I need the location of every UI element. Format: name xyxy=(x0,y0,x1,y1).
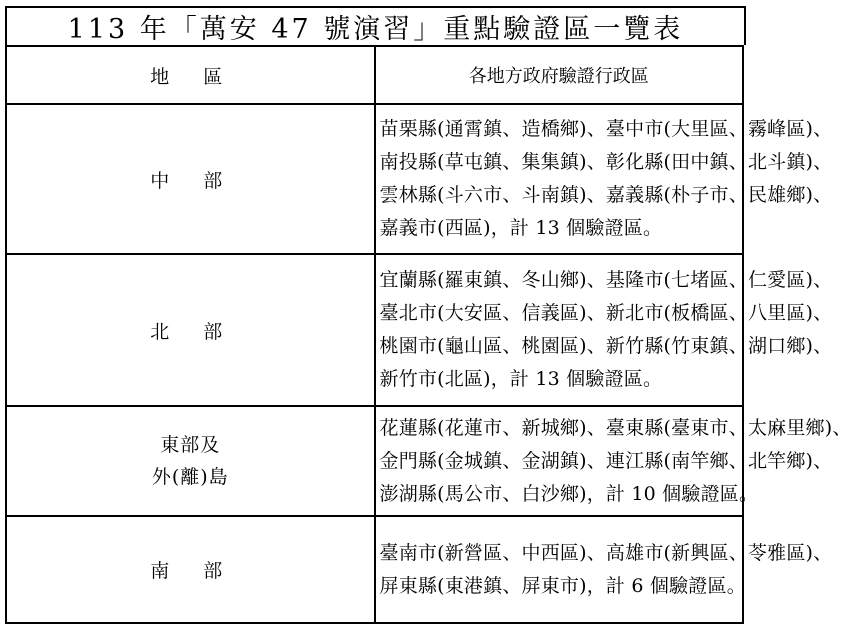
region-line: 外(離)島 xyxy=(151,466,229,488)
header-region: 地 區 xyxy=(6,46,375,104)
document-title: 113 年「萬安 47 號演習」重點驗證區一覽表 xyxy=(5,6,746,45)
areas-line: 苗栗縣(通霄鎮、造橋鄉)、臺中市(大里區、霧峰區)、 xyxy=(379,118,833,140)
areas-central xyxy=(375,104,833,254)
areas-line: 嘉義市(西區)，計 13 個驗證區。 xyxy=(379,217,663,239)
table-row-north xyxy=(6,254,743,406)
areas-line: 澎湖縣(馬公市、白沙鄉)，計 10 個驗證區。 xyxy=(379,482,759,505)
areas-line: 金門縣(金城鎮、金湖鎮)、連江縣(南竿鄉、北竿鄉)、 xyxy=(379,449,833,472)
region-north: 北 部 xyxy=(6,254,375,406)
areas-line: 桃園市(龜山區、桃園區)、新竹縣(竹東鎮、湖口鄉)、 xyxy=(379,335,833,357)
areas-east-outlying xyxy=(375,406,852,516)
areas-line: 宜蘭縣(羅東鎮、冬山鄉)、基隆市(七堵區、仁愛區)、 xyxy=(379,269,833,291)
region-south: 南 部 xyxy=(6,516,375,623)
areas-line: 臺北市(大安區、信義區)、新北市(板橋區、八里區)、 xyxy=(379,302,833,324)
region-central: 中 部 xyxy=(6,104,375,254)
header-areas: 各地方政府驗證行政區 xyxy=(375,46,744,104)
region-east-outlying xyxy=(6,406,375,516)
verification-area-table xyxy=(5,45,852,624)
region-line: 東部及 xyxy=(160,434,221,456)
areas-line: 屏東縣(東港鎮、屏東市)，計 6 個驗證區。 xyxy=(379,574,746,597)
areas-line: 雲林縣(斗六市、斗南鎮)、嘉義縣(朴子市、民雄鄉)、 xyxy=(379,184,833,206)
areas-south xyxy=(375,516,833,623)
areas-line: 臺南市(新營區、中西區)、高雄市(新興區、苓雅區)、 xyxy=(379,541,833,564)
areas-line: 南投縣(草屯鎮、集集鎮)、彰化縣(田中鎮、北斗鎮)、 xyxy=(379,151,833,173)
areas-north xyxy=(375,254,833,406)
table-row-east-outlying xyxy=(6,406,743,516)
table-row-central xyxy=(6,104,743,254)
table-row-south xyxy=(6,516,743,623)
areas-line: 花蓮縣(花蓮市、新城鄉)、臺東縣(臺東市、太麻里鄉)、 xyxy=(379,416,852,439)
table-header-row xyxy=(6,46,743,104)
areas-line: 新竹市(北區)，計 13 個驗證區。 xyxy=(379,368,663,390)
exercise-table-document xyxy=(5,6,852,618)
